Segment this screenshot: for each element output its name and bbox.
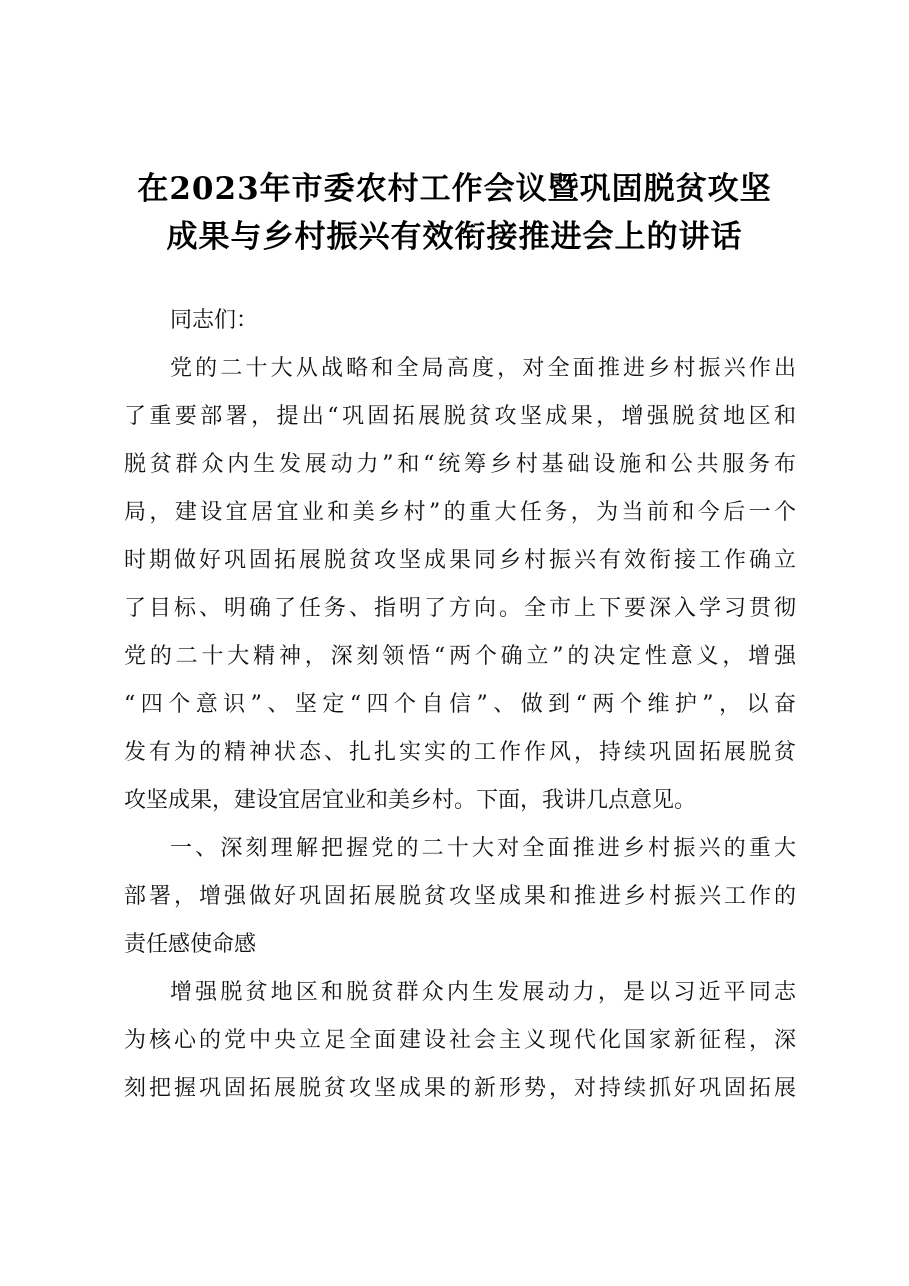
paragraph-line: 增强脱贫地区和脱贫群众内生发展动力，是以习近平同志 — [170, 980, 796, 1005]
heading-line: 部署，增强做好巩固拓展脱贫攻坚成果和推进乡村振兴工作的 — [124, 884, 796, 909]
title-line-1: 在2023年市委农村工作会议暨巩固脱贫攻坚 — [137, 171, 772, 207]
paragraph-line: “四个意识”、坚定“四个自信”、做到“两个维护”，以奋 — [124, 692, 796, 717]
paragraph-1 — [124, 345, 796, 825]
title-line-2: 成果与乡村振兴有效衔接推进会上的讲话 — [166, 219, 743, 255]
paragraph-line: 了重要部署，提出“巩固拓展脱贫攻坚成果，增强脱贫地区和 — [124, 404, 796, 429]
paragraph-line: 党的二十大精神，深刻领悟“两个确立”的决定性意义，增强 — [124, 644, 796, 669]
paragraph-line: 脱贫群众内生发展动力”和“统筹乡村基础设施和公共服务布 — [124, 452, 796, 477]
salutation: 同志们： — [170, 308, 259, 333]
paragraph-line: 刻把握巩固拓展脱贫攻坚成果的新形势，对持续抓好巩固拓展 — [124, 1076, 796, 1101]
paragraph-line: 发有为的精神状态、扎扎实实的工作作风，持续巩固拓展脱贫 — [124, 740, 796, 765]
paragraph-line: 攻坚成果，建设宜居宜业和美乡村。下面，我讲几点意见。 — [124, 788, 697, 813]
document-body — [124, 297, 796, 1113]
paragraph-2 — [124, 969, 796, 1113]
paragraph-line: 时期做好巩固拓展脱贫攻坚成果同乡村振兴有效衔接工作确立 — [124, 548, 796, 573]
paragraph-line: 为核心的党中央立足全面建设社会主义现代化国家新征程，深 — [124, 1028, 796, 1053]
heading-line: 责任感使命感 — [124, 932, 257, 957]
paragraph-line: 局，建设宜居宜业和美乡村”的重大任务，为当前和今后一个 — [124, 500, 796, 525]
heading-line: 一、深刻理解把握党的二十大对全面推进乡村振兴的重大 — [170, 836, 796, 861]
paragraph-line: 了目标、明确了任务、指明了方向。全市上下要深入学习贯彻 — [124, 596, 796, 621]
paragraph-line: 党的二十大从战略和全局高度，对全面推进乡村振兴作出 — [170, 356, 796, 381]
document-title — [110, 165, 799, 261]
section-heading-1 — [124, 825, 796, 969]
